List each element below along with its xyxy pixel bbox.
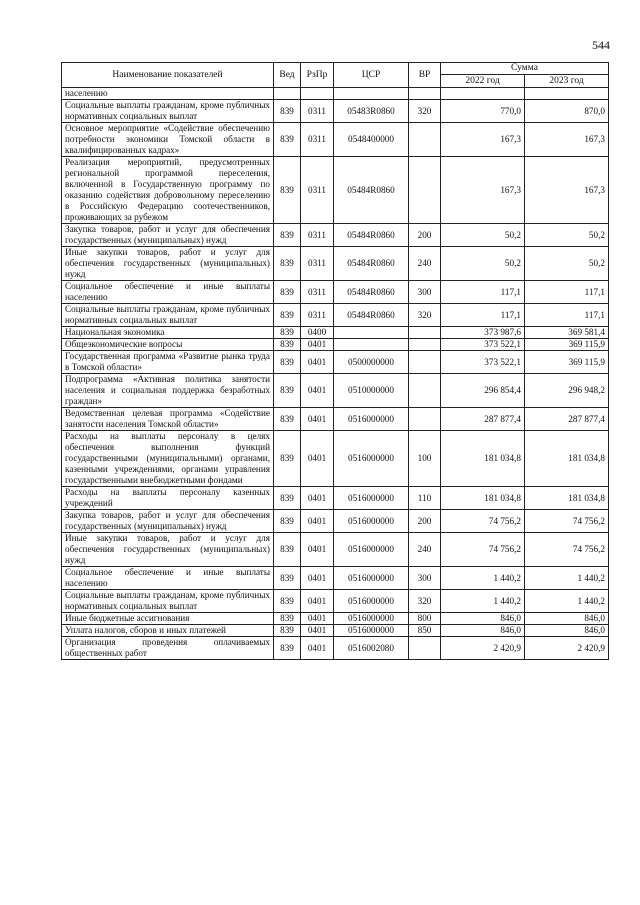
row-vr: 300	[409, 567, 441, 590]
row-name: населению	[62, 88, 274, 100]
row-rzpr: 0311	[301, 157, 334, 224]
budget-table	[61, 62, 609, 660]
row-ved: 839	[274, 487, 301, 510]
row-name: Подпрограмма «Активная политика занятости населения и социальная поддержка безработных граждан»	[62, 374, 274, 408]
row-ved: 839	[274, 100, 301, 123]
row-vr: 100	[409, 431, 441, 487]
row-rzpr: 0401	[301, 567, 334, 590]
row-name: Реализация мероприятий, предусмотренных региональной программой переселения, включенной в Государственную программу по оказанию содействия добровольному переселению в Российскую Федерацию соотечественников, проживающих за рубежом	[62, 157, 274, 224]
row-sum-2023: 296 948,2	[525, 374, 609, 408]
row-sum-2023: 369 581,4	[525, 327, 609, 339]
row-ved: 839	[274, 613, 301, 625]
row-csr: 0516000000	[334, 613, 409, 625]
row-csr: 0516000000	[334, 533, 409, 567]
header-ved: Вед	[274, 63, 301, 88]
table-row	[62, 613, 609, 625]
row-rzpr: 0401	[301, 637, 334, 660]
row-vr: 200	[409, 224, 441, 247]
row-sum-2022: 1 440,2	[441, 567, 525, 590]
table-row	[62, 590, 609, 613]
header-rzpr: РзПр	[301, 63, 334, 88]
row-vr: 800	[409, 613, 441, 625]
row-sum-2022: 373 522,1	[441, 339, 525, 351]
row-ved: 839	[274, 304, 301, 327]
row-vr	[409, 374, 441, 408]
row-csr: 0516000000	[334, 487, 409, 510]
row-rzpr: 0401	[301, 613, 334, 625]
row-rzpr: 0401	[301, 533, 334, 567]
row-csr: 0548400000	[334, 123, 409, 157]
row-vr: 200	[409, 510, 441, 533]
row-rzpr: 0401	[301, 487, 334, 510]
row-name: Расходы на выплаты персоналу в целях обеспечения выполнения функций государственными (муниципальными) органами, казенными учреждениями, органами управления государственными внебюджетными фондами	[62, 431, 274, 487]
row-rzpr: 0311	[301, 281, 334, 304]
row-sum-2022: 846,0	[441, 625, 525, 637]
row-ved: 839	[274, 374, 301, 408]
row-name: Расходы на выплаты персоналу казенных учреждений	[62, 487, 274, 510]
row-sum-2023: 74 756,2	[525, 533, 609, 567]
row-name: Социальные выплаты гражданам, кроме публичных нормативных социальных выплат	[62, 304, 274, 327]
row-sum-2023: 50,2	[525, 224, 609, 247]
table-row	[62, 487, 609, 510]
row-name: Государственная программа «Развитие рынка труда в Томской области»	[62, 351, 274, 374]
row-vr: 110	[409, 487, 441, 510]
row-csr: 05484R0860	[334, 281, 409, 304]
row-sum-2022: 296 854,4	[441, 374, 525, 408]
table-row	[62, 88, 609, 100]
row-name: Иные бюджетные ассигнования	[62, 613, 274, 625]
row-sum-2023: 2 420,9	[525, 637, 609, 660]
row-sum-2022: 181 034,8	[441, 487, 525, 510]
row-csr	[334, 339, 409, 351]
row-name: Уплата налогов, сборов и иных платежей	[62, 625, 274, 637]
row-sum-2023: 1 440,2	[525, 567, 609, 590]
header-2023: 2023 год	[525, 75, 609, 88]
page-number: 544	[592, 38, 610, 52]
row-ved: 839	[274, 408, 301, 431]
row-vr: 240	[409, 247, 441, 281]
row-sum-2022: 167,3	[441, 157, 525, 224]
table-row	[62, 567, 609, 590]
row-sum-2023: 167,3	[525, 157, 609, 224]
row-sum-2023: 369 115,9	[525, 339, 609, 351]
header-csr: ЦСР	[334, 63, 409, 88]
row-csr	[334, 327, 409, 339]
table-row	[62, 100, 609, 123]
row-name: Закупка товаров, работ и услуг для обеспечения государственных (муниципальных) нужд	[62, 224, 274, 247]
row-ved: 839	[274, 327, 301, 339]
row-rzpr: 0401	[301, 431, 334, 487]
row-csr: 05484R0860	[334, 304, 409, 327]
row-csr: 0516000000	[334, 590, 409, 613]
row-sum-2022: 74 756,2	[441, 510, 525, 533]
row-vr: 850	[409, 625, 441, 637]
row-ved: 839	[274, 567, 301, 590]
row-name: Социальное обеспечение и иные выплаты населению	[62, 567, 274, 590]
table-row	[62, 157, 609, 224]
header-2022: 2022 год	[441, 75, 525, 88]
row-csr: 0516002080	[334, 637, 409, 660]
row-rzpr: 0401	[301, 339, 334, 351]
table-row	[62, 351, 609, 374]
row-sum-2022: 373 987,6	[441, 327, 525, 339]
row-name: Социальные выплаты гражданам, кроме публичных нормативных социальных выплат	[62, 100, 274, 123]
row-ved	[274, 88, 301, 100]
row-csr: 05483R0860	[334, 100, 409, 123]
table-body	[62, 88, 609, 660]
row-csr: 05484R0860	[334, 157, 409, 224]
table-row	[62, 247, 609, 281]
table-row	[62, 431, 609, 487]
row-rzpr: 0401	[301, 374, 334, 408]
table-row	[62, 327, 609, 339]
row-sum-2023: 870,0	[525, 100, 609, 123]
row-csr: 0516000000	[334, 510, 409, 533]
row-sum-2022: 846,0	[441, 613, 525, 625]
row-sum-2023: 369 115,9	[525, 351, 609, 374]
row-vr: 300	[409, 281, 441, 304]
header-sum: Сумма	[441, 63, 609, 75]
row-vr	[409, 339, 441, 351]
row-name: Ведомственная целевая программа «Содействие занятости населения Томской области»	[62, 408, 274, 431]
row-ved: 839	[274, 123, 301, 157]
table-row	[62, 123, 609, 157]
row-name: Иные закупки товаров, работ и услуг для обеспечения государственных (муниципальных) нужд	[62, 533, 274, 567]
row-rzpr: 0401	[301, 408, 334, 431]
row-sum-2022: 167,3	[441, 123, 525, 157]
row-sum-2023: 1 440,2	[525, 590, 609, 613]
row-sum-2022: 117,1	[441, 281, 525, 304]
row-csr: 05484R0860	[334, 247, 409, 281]
row-sum-2023: 181 034,8	[525, 487, 609, 510]
row-sum-2023: 846,0	[525, 625, 609, 637]
row-rzpr: 0401	[301, 510, 334, 533]
table-row	[62, 304, 609, 327]
row-ved: 839	[274, 637, 301, 660]
row-rzpr: 0311	[301, 247, 334, 281]
table-row	[62, 625, 609, 637]
row-ved: 839	[274, 431, 301, 487]
row-ved: 839	[274, 510, 301, 533]
row-sum-2022: 50,2	[441, 224, 525, 247]
row-csr	[334, 88, 409, 100]
row-name: Общеэкономические вопросы	[62, 339, 274, 351]
row-sum-2023: 181 034,8	[525, 431, 609, 487]
row-ved: 839	[274, 224, 301, 247]
row-sum-2023: 50,2	[525, 247, 609, 281]
row-name: Основное мероприятие «Содействие обеспечению потребности экономики Томской области в квалифицированных кадрах»	[62, 123, 274, 157]
row-ved: 839	[274, 339, 301, 351]
row-name: Социальное обеспечение и иные выплаты населению	[62, 281, 274, 304]
row-sum-2022: 181 034,8	[441, 431, 525, 487]
table-row	[62, 224, 609, 247]
row-rzpr: 0401	[301, 351, 334, 374]
row-sum-2022: 770,0	[441, 100, 525, 123]
row-vr	[409, 123, 441, 157]
row-sum-2022: 74 756,2	[441, 533, 525, 567]
row-sum-2023: 74 756,2	[525, 510, 609, 533]
row-rzpr: 0401	[301, 625, 334, 637]
header-vr: ВР	[409, 63, 441, 88]
row-name: Иные закупки товаров, работ и услуг для обеспечения государственных (муниципальных) нужд	[62, 247, 274, 281]
row-vr	[409, 327, 441, 339]
row-sum-2022: 117,1	[441, 304, 525, 327]
row-sum-2023: 117,1	[525, 281, 609, 304]
row-sum-2022: 50,2	[441, 247, 525, 281]
header-name: Наименование показателей	[62, 63, 274, 88]
row-sum-2022	[441, 88, 525, 100]
row-sum-2023: 167,3	[525, 123, 609, 157]
row-sum-2023: 287 877,4	[525, 408, 609, 431]
row-rzpr: 0400	[301, 327, 334, 339]
row-vr	[409, 351, 441, 374]
table-row	[62, 510, 609, 533]
row-sum-2022: 2 420,9	[441, 637, 525, 660]
row-rzpr: 0311	[301, 100, 334, 123]
row-sum-2022: 373 522,1	[441, 351, 525, 374]
row-csr: 0516000000	[334, 567, 409, 590]
row-sum-2023	[525, 88, 609, 100]
row-csr: 0516000000	[334, 625, 409, 637]
row-name: Организация проведения оплачиваемых общественных работ	[62, 637, 274, 660]
row-vr	[409, 88, 441, 100]
row-vr	[409, 408, 441, 431]
row-ved: 839	[274, 157, 301, 224]
row-csr: 0516000000	[334, 408, 409, 431]
table-row	[62, 408, 609, 431]
table-row	[62, 339, 609, 351]
row-vr	[409, 637, 441, 660]
row-sum-2022: 287 877,4	[441, 408, 525, 431]
table-row	[62, 637, 609, 660]
row-ved: 839	[274, 533, 301, 567]
table-row	[62, 281, 609, 304]
row-ved: 839	[274, 247, 301, 281]
row-sum-2023: 117,1	[525, 304, 609, 327]
row-ved: 839	[274, 281, 301, 304]
row-vr: 320	[409, 590, 441, 613]
row-vr: 240	[409, 533, 441, 567]
row-name: Закупка товаров, работ и услуг для обеспечения государственных (муниципальных) нужд	[62, 510, 274, 533]
row-vr: 320	[409, 304, 441, 327]
row-rzpr: 0311	[301, 304, 334, 327]
row-rzpr: 0401	[301, 590, 334, 613]
row-vr: 320	[409, 100, 441, 123]
row-sum-2023: 846,0	[525, 613, 609, 625]
row-csr: 0500000000	[334, 351, 409, 374]
row-ved: 839	[274, 625, 301, 637]
row-vr	[409, 157, 441, 224]
row-rzpr: 0311	[301, 224, 334, 247]
row-ved: 839	[274, 351, 301, 374]
row-sum-2022: 1 440,2	[441, 590, 525, 613]
row-csr: 05484R0860	[334, 224, 409, 247]
row-rzpr	[301, 88, 334, 100]
row-csr: 0510000000	[334, 374, 409, 408]
table-row	[62, 533, 609, 567]
table-row	[62, 374, 609, 408]
row-ved: 839	[274, 590, 301, 613]
row-name: Социальные выплаты гражданам, кроме публичных нормативных социальных выплат	[62, 590, 274, 613]
row-csr: 0516000000	[334, 431, 409, 487]
row-name: Национальная экономика	[62, 327, 274, 339]
row-rzpr: 0311	[301, 123, 334, 157]
